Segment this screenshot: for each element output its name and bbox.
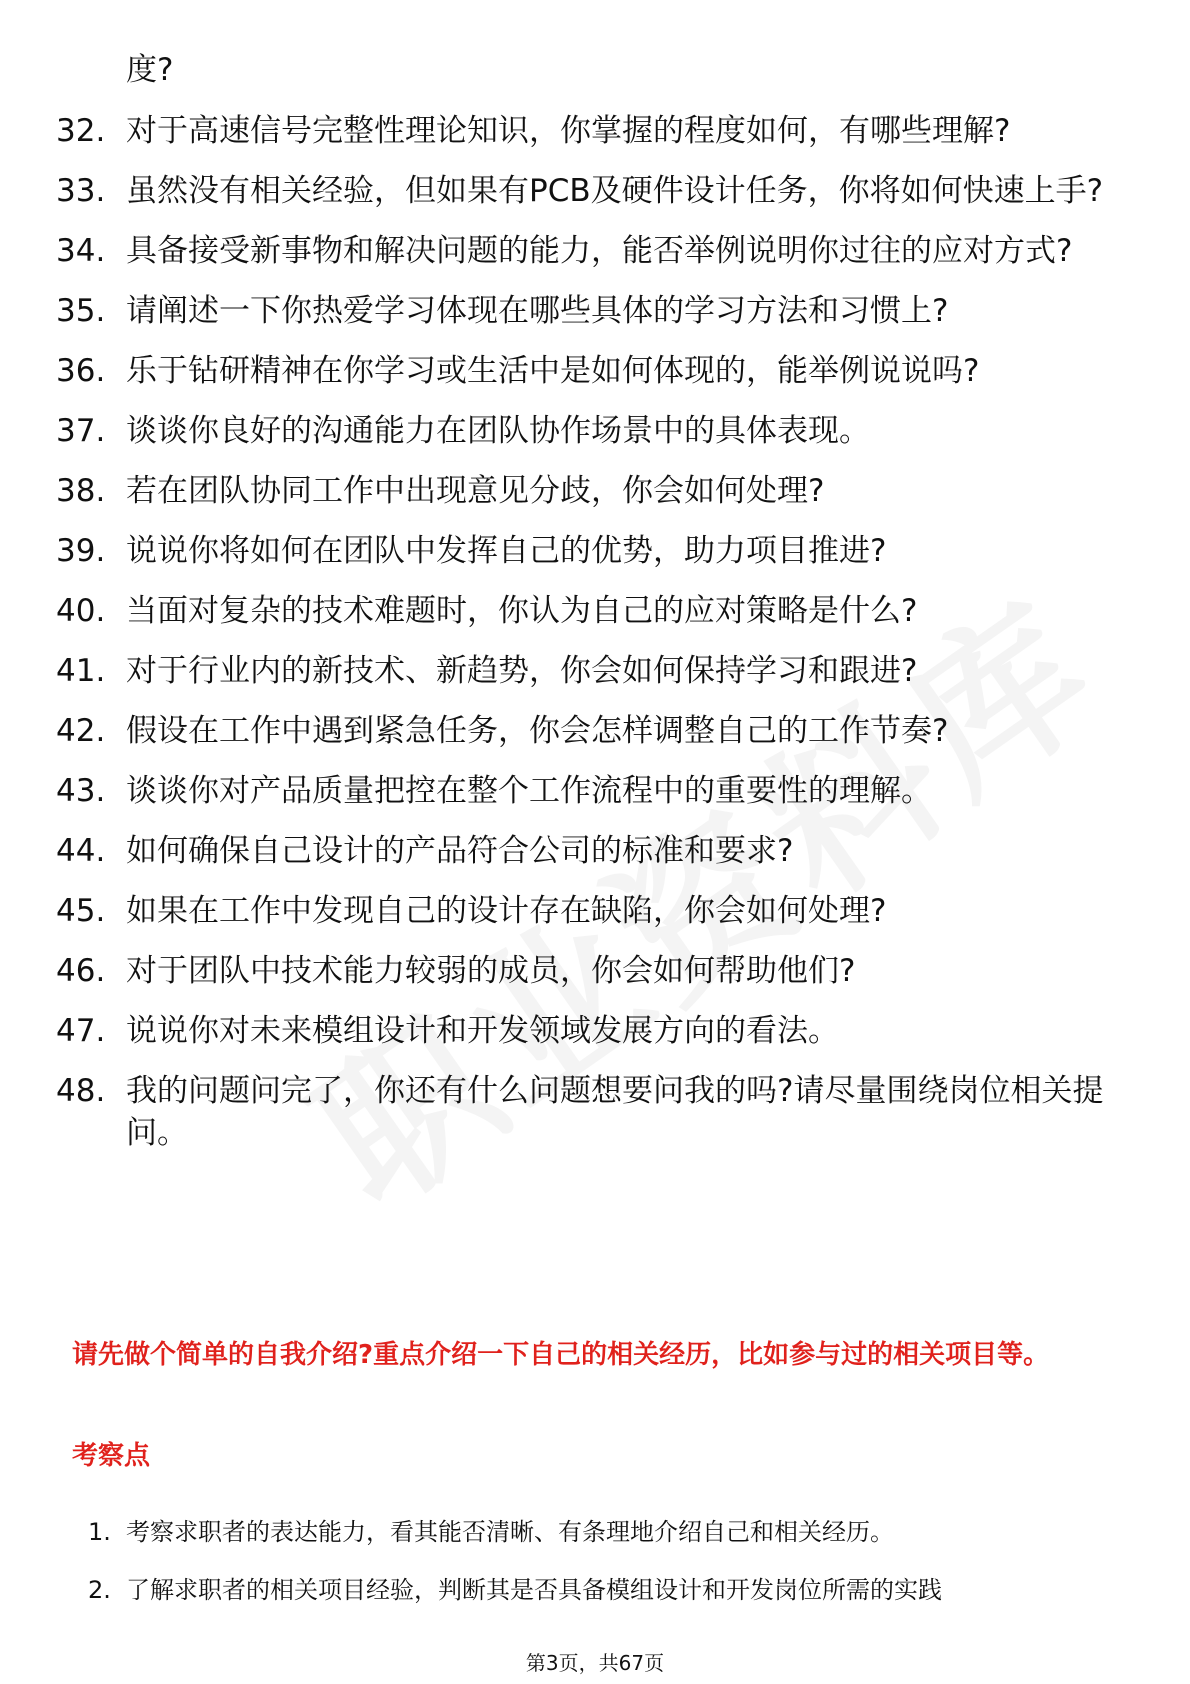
key-points-heading: 考察点 xyxy=(72,1441,151,1471)
question-number: 33. xyxy=(56,173,106,209)
question-item xyxy=(56,890,1116,932)
question-item xyxy=(56,170,1116,212)
question-item xyxy=(56,230,1116,272)
question-item xyxy=(56,1010,1116,1052)
question-text: 若在团队协同工作中出现意见分歧，你会如何处理? xyxy=(126,473,825,509)
question-text: 我的问题问完了，你还有什么问题想要问我的吗?请尽量围绕岗位相关提问。 xyxy=(126,1073,1104,1151)
question-item xyxy=(56,590,1116,632)
key-point-number: 2. xyxy=(88,1576,111,1604)
section-question: 请先做个简单的自我介绍?重点介绍一下自己的相关经历，比如参与过的相关项目等。 xyxy=(72,1340,1050,1370)
question-item xyxy=(56,290,1116,332)
question-number: 43. xyxy=(56,773,106,809)
key-point-text: 考察求职者的表达能力，看其能否清晰、有条理地介绍自己和相关经历。 xyxy=(126,1518,894,1546)
question-text: 说说你将如何在团队中发挥自己的优势，助力项目推进? xyxy=(126,533,887,569)
question-number: 47. xyxy=(56,1013,106,1049)
question-text: 请阐述一下你热爱学习体现在哪些具体的学习方法和习惯上? xyxy=(126,293,949,329)
key-point-item xyxy=(88,1573,1118,1607)
question-number: 48. xyxy=(56,1073,106,1109)
question-list xyxy=(56,110,1116,1172)
question-item xyxy=(56,1070,1116,1154)
question-item xyxy=(56,410,1116,452)
question-number: 44. xyxy=(56,833,106,869)
question-text: 谈谈你对产品质量把控在整个工作流程中的重要性的理解。 xyxy=(126,773,932,809)
question-text: 具备接受新事物和解决问题的能力，能否举例说明你过往的应对方式? xyxy=(126,233,1073,269)
key-point-number: 1. xyxy=(88,1518,111,1546)
question-number: 46. xyxy=(56,953,106,989)
question-text: 乐于钻研精神在你学习或生活中是如何体现的，能举例说说吗? xyxy=(126,353,980,389)
question-number: 37. xyxy=(56,413,106,449)
question-number: 45. xyxy=(56,893,106,929)
question-text: 对于团队中技术能力较弱的成员，你会如何帮助他们? xyxy=(126,953,856,989)
question-text: 对于行业内的新技术、新趋势，你会如何保持学习和跟进? xyxy=(126,653,918,689)
question-number: 34. xyxy=(56,233,106,269)
key-point-item xyxy=(88,1515,1118,1549)
question-number: 35. xyxy=(56,293,106,329)
page-footer: 第3页，共67页 xyxy=(525,1651,665,1675)
question-number: 39. xyxy=(56,533,106,569)
key-point-text: 了解求职者的相关项目经验，判断其是否具备模组设计和开发岗位所需的实践 xyxy=(126,1576,942,1604)
question-item xyxy=(56,830,1116,872)
question-text: 如何确保自己设计的产品符合公司的标准和要求? xyxy=(126,833,794,869)
question-text: 当面对复杂的技术难题时，你认为自己的应对策略是什么? xyxy=(126,593,918,629)
question-text: 虽然没有相关经验，但如果有PCB及硬件设计任务，你将如何快速上手? xyxy=(126,173,1104,209)
question-text: 谈谈你良好的沟通能力在团队协作场景中的具体表现。 xyxy=(126,413,870,449)
question-item xyxy=(56,110,1116,152)
question-item xyxy=(56,470,1116,512)
question-number: 40. xyxy=(56,593,106,629)
question-text: 如果在工作中发现自己的设计存在缺陷，你会如何处理? xyxy=(126,893,887,929)
continued-question-text: 度? xyxy=(126,52,174,88)
question-text: 假设在工作中遇到紧急任务，你会怎样调整自己的工作节奏? xyxy=(126,713,949,749)
question-number: 36. xyxy=(56,353,106,389)
question-text: 说说你对未来模组设计和开发领域发展方向的看法。 xyxy=(126,1013,839,1049)
question-number: 38. xyxy=(56,473,106,509)
question-number: 42. xyxy=(56,713,106,749)
key-points-list xyxy=(88,1515,1118,1631)
question-item xyxy=(56,950,1116,992)
question-item xyxy=(56,530,1116,572)
question-text: 对于高速信号完整性理论知识，你掌握的程度如何，有哪些理解? xyxy=(126,113,1011,149)
question-number: 32. xyxy=(56,113,106,149)
question-item xyxy=(56,770,1116,812)
question-item xyxy=(56,710,1116,752)
question-number: 41. xyxy=(56,653,106,689)
question-item xyxy=(56,650,1116,692)
question-item xyxy=(56,350,1116,392)
